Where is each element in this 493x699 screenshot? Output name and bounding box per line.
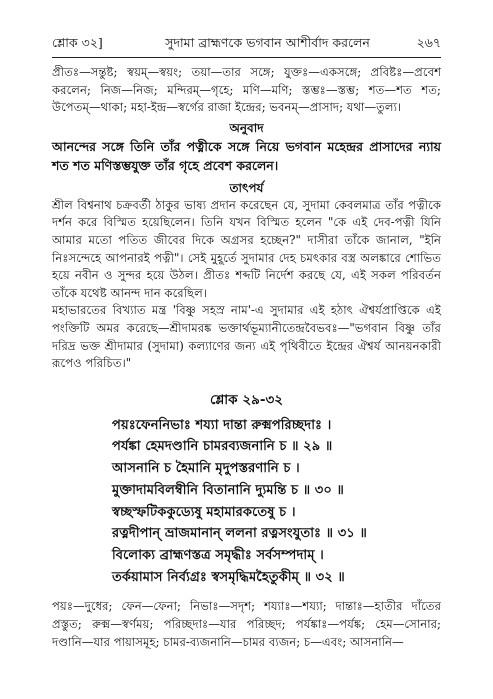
- verse-line: রত্নদীপান্ ভ্রাজমানান্ ললনা রত্নসংযুতাঃ ॥ ৩১ ॥: [112, 526, 367, 542]
- header-rule: [52, 57, 441, 58]
- verse-heading: শ্লোক ২৯-৩২: [209, 391, 284, 408]
- purport-paragraph: মহাভারতের বিখ্যাত মন্ত্র 'বিষ্ণু সহস্র নাম'-এ সুদামার এই হঠাৎ ঐশ্বর্যপ্রাপ্তিকে এই পংক্তিটি অমর করেছে—শ্রীদামরঙ্ক ভক্তার্থভূম্যানীতেন্দ্রবৈভবঃ—"ভগবান বিষ্ণু তাঁর দরিদ্র ভক্ত শ্রীদামার (সুদামা) কল্যাণের জন্য এই পৃথিবীতে ইন্দ্রের ঐশ্বর্য আনয়নকারী রূপেও পরিচিত।": [52, 303, 441, 371]
- translation-heading: অনুবাদ: [229, 120, 264, 135]
- page-body: [52, 64, 441, 651]
- chapter-reference: শ্লোক ৩২]: [52, 35, 103, 50]
- verse-line: পয়ঃফেননিভাঃ শয্যা দান্তা রুক্মপরিচ্ছদাঃ ।: [112, 417, 332, 433]
- verse-line: আসনানি চ হৈমানি মৃদুপস্তরণানি চ ।: [112, 461, 300, 477]
- purport-heading: তাৎপর্য: [229, 180, 264, 195]
- verse-word-meanings: পয়ঃ—দুধের; ফেন—ফেনা; নিভাঃ—সদৃশ; শয্যাঃ—শয্যা; দান্তাঃ—হাতীর দাঁতের প্রস্তুত; রুক্ম—স্বর্ণময়; পরিচ্ছদাঃ—যার পরিচ্ছদ; পর্যঙ্কাঃ—পর্যঙ্ক; হেম—সোনার; দণ্ডানি—যার পায়াসমূহ; চামর-ব্যজনানি—চামর ব্যজন; চ—এবং; আসনানি—: [52, 599, 441, 649]
- page-header: [52, 36, 441, 54]
- verse-line: পর্যঙ্কা হেমদণ্ডানি চামরব্যজনানি চ ॥ ২৯ ॥: [112, 439, 333, 455]
- translation-text: আনন্দের সঙ্গে তিনি তাঁর পত্নীকে সঙ্গে নিয়ে ভগবান মহেন্দ্রর প্রাসাদের ন্যায় শত শত মণিস্তম্ভযুক্ত তাঁর গৃহে প্রবেশ করলেন।: [52, 138, 441, 173]
- verse-block: [52, 415, 441, 589]
- purport-paragraph: শ্রীল বিশ্বনাথ চক্রবর্তী ঠাকুর ভাষ্য প্রদান করেছেন যে, সুদামা কেবলমাত্র তাঁর পত্নীকে দর্শন করে বিস্মিত হয়েছিলেন। তিনি যখন বিস্মিত হলেন "কে এই দেব-পত্নী যিনি আমার মতো পতিত জীবের দিকে অগ্রসর হচ্ছেন?" দাসীরা তাঁকে জানাল, "ইনি নিঃসন্দেহে আপনারই পত্নী"। সেই মুহূর্তে সুদামার দেহ চমৎকার বস্ত্র অলঙ্কারে শোভিত হয়ে নবীন ও সুন্দর হয়ে উঠল। প্রীতঃ শব্দটি নির্দেশ করছে যে, এই সকল পরিবর্তন তাঁকে যথেষ্ট আনন্দ দান করেছিল।: [52, 197, 441, 300]
- verse-line: বিলোক্য ব্রাহ্মণস্তত্র সমৃদ্ধীঃ সর্বসম্পদাম্ ।: [112, 547, 324, 563]
- verse-line: স্বচ্ছস্ফটিককুড্যেষু মহামারকতেষু চ ।: [112, 504, 296, 520]
- verse-line: তর্কয়ামাস নির্ব্যগ্রঃ স্বসমৃদ্ধিমহৈতুকীম্ ॥ ৩২ ॥: [112, 569, 345, 585]
- page-number: ২৬৭: [416, 35, 441, 50]
- word-meanings: প্রীতঃ—সন্তুষ্ট; স্বয়ম্—স্বয়ং; তয়া—তার সঙ্গে; যুক্তঃ—একসঙ্গে; প্রবিষ্টঃ—প্রবেশ করলেন; নিজ—নিজ; মন্দিরম্—গৃহে; মণি—মণি; স্তম্ভঃ—স্তম্ভ; শত—শত শত; উপেতম্—থাকা; মহা-ইন্দ্র—স্বর্গের রাজা ইন্দ্রের; ভবনম্—প্রাসাদ; যথা—তুল্য।: [52, 65, 441, 115]
- verse-line: মুক্তাদামবিলম্বীনি বিতানানি দ্যুমন্তি চ ॥ ৩০ ॥: [112, 482, 344, 498]
- page-heading: সুদামা ব্রাহ্মণকে ভগবান আশীর্বাদ করলেন: [165, 35, 370, 50]
